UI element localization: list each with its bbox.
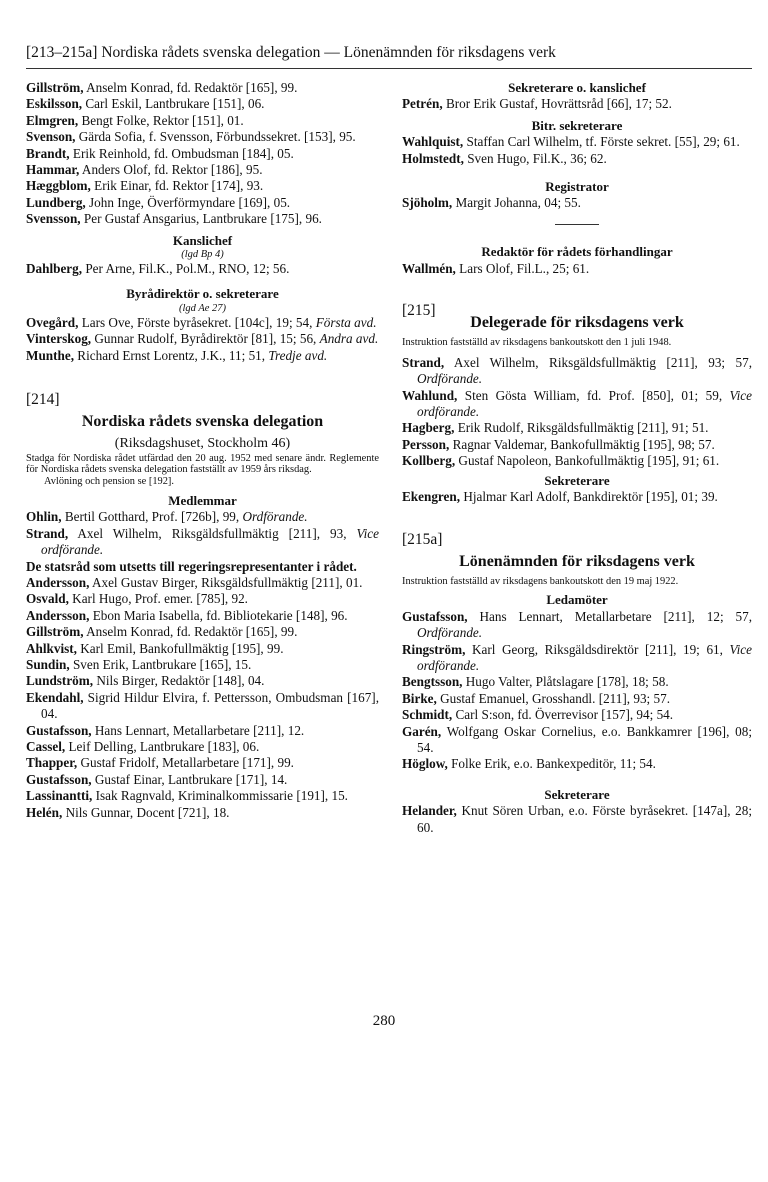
header-rule [26,68,752,69]
byradirektor-entries [26,315,379,364]
directory-entry: Kollberg, Gustaf Napoleon, Bankofullmäktig [195], 91; 61. [402,453,720,469]
medlemmar-heading: Medlemmar [168,492,237,508]
directory-entry: Lundberg, John Inge, Överförmyndare [169], 05. [26,194,291,210]
entry-sjoholm: Sjöholm, Margit Johanna, 04; 55. [402,195,581,211]
entry-dahlberg: Dahlberg, Per Arne, Fil.K., Pol.M., RNO, 12; 56. [26,261,290,277]
byradirektor-note: (lgd Ae 27) [178,302,227,314]
directory-entry: Ahlkvist, Karl Emil, Bankofullmäktig [195], 99. [26,640,284,656]
directory-entry: Höglow, Folke Erik, e.o. Bankexpeditör, 11; 54. [402,756,656,772]
directory-entry: Hæggblom, Erik Einar, fd. Rektor [174], 93. [26,178,264,194]
entry-helander: Helander, Knut Sören Urban, e.o. Förste byråsekret. [147a], 28; 60. [402,803,752,835]
section-215-instruktion: Instruktion fastställd av riksdagens bankoutskott den 1 juli 1948. [402,337,672,349]
section-214-title: Nordiska rådets svenska delegation [81,413,324,431]
kanslichef-note: (lgd Bp 4) [181,249,224,261]
directory-entry: Gustafsson, Hans Lennart, Metallarbetare [211], 12. [26,722,305,738]
ledamoter-entries [402,609,752,773]
entry-wallmen: Wallmén, Lars Olof, Fil.L., 25; 61. [402,260,590,276]
directory-entry: Hagberg, Erik Rudolf, Riksgäldsfullmäktig [211], 91; 51. [402,420,709,436]
directory-entry: Birke, Gustaf Emanuel, Grosshandl. [211], 93; 57. [402,690,670,706]
directory-entry: Andersson, Axel Gustav Birger, Riksgäldsfullmäktig [211], 01. [26,574,363,590]
entry-petren: Petrén, Bror Erik Gustaf, Hovrättsråd [66], 17; 52. [402,96,672,112]
directory-entry: Elmgren, Bengt Folke, Rektor [151], 01. [26,112,244,128]
section-214-avloning: Avlöning och pension se [192]. [44,476,174,488]
directory-entry: Svensson, Per Gustaf Ansgarius, Lantbrukare [175], 96. [26,211,322,227]
page-number: 280 [372,1013,396,1029]
directory-entry: De statsråd som utsetts till regeringsrepresentanter i rådet. [26,558,357,574]
divider [402,216,752,232]
bitr-entries [402,134,752,167]
directory-entry: Schmidt, Carl S:son, fd. Överrevisor [157], 94; 54. [402,707,674,723]
section-214-stadga: Stadga för Nordiska rådet utfärdad den 20 aug. 1952 med senare ändr. Reglemente för Nordiska rådets svenska delegation fastställt av 1959 års riksdag. [26,452,379,476]
right-column [402,80,752,836]
section-215-sekr-heading: Sekreterare [544,472,610,488]
section-215a-title: Lönenämnden för riksdagens verk [459,552,695,570]
directory-entry: Ohlin, Bertil Gotthard, Prof. [726b], 99, Ordförande. [26,509,308,525]
directory-entry: Persson, Ragnar Valdemar, Bankofullmäktig [195], 98; 57. [402,436,715,452]
directory-entry: Brandt, Erik Reinhold, fd. Ombudsman [184], 05. [26,145,294,161]
sekr-kanslichef-heading: Sekreterare o. kanslichef [508,80,646,95]
directory-entry: Strand, Axel Wilhelm, Riksgäldsfullmäktig [211], 93; 57, Ordförande. [402,354,752,387]
kanslichef-heading: Kanslichef [172,232,233,248]
directory-entry: Sundin, Sven Erik, Lantbrukare [165], 15. [26,656,252,672]
section-215-title: Delegerade för riksdagens verk [470,314,684,332]
directory-entry: Bengtsson, Hugo Valter, Plåtslagare [178], 18; 58. [402,674,669,690]
section-215a-sekr-heading: Sekreterare [544,786,610,802]
directory-entry: Gustafsson, Gustaf Einar, Lantbrukare [171], 14. [26,771,288,787]
directory-entry: Holmstedt, Sven Hugo, Fil.K., 36; 62. [402,150,607,166]
directory-entry: Lassinantti, Isak Ragnvald, Kriminalkommissarie [191], 15. [26,788,348,804]
section-215-number: [215] [402,302,436,320]
section-215a-instruktion: Instruktion fastställd av riksdagens bankoutskott den 19 maj 1922. [402,575,679,587]
directory-entry: Ekendahl, Sigrid Hildur Elvira, f. Pettersson, Ombudsman [167], 04. [26,689,379,722]
directory-entry: Eskilsson, Carl Eskil, Lantbrukare [151], 06. [26,96,265,112]
directory-entry: Gillström, Anselm Konrad, fd. Redaktör [165], 99. [26,80,298,95]
directory-entry: Gustafsson, Hans Lennart, Metallarbetare [211], 12; 57, Ordförande. [402,608,752,641]
directory-entry: Helén, Nils Gunnar, Docent [721], 18. [26,804,230,820]
entry-ekengren: Ekengren, Hjalmar Karl Adolf, Bankdirektör [195], 01; 39. [402,489,718,505]
section-214-address: (Riksdagshuset, Stockholm 46) [114,436,291,452]
directory-entry: Munthe, Richard Ernst Lorentz, J.K., 11; 51, Tredje avd. [26,347,328,363]
directory-entry: Garén, Wolfgang Oskar Cornelius, e.o. Bankkamrer [196], 08; 54. [402,723,752,755]
section-215a-number: [215a] [402,530,443,548]
bitr-heading: Bitr. sekreterare [531,117,623,133]
running-header: [213–215a] Nordiska rådets svenska delegation — Lönenämnden för riksdagens verk [26,44,556,61]
directory-entry: Vinterskog, Gunnar Rudolf, Byrådirektör [81], 15; 56, Andra avd. [26,331,379,347]
directory-entry: Ovegård, Lars Ove, Förste byråsekret. [104c], 19; 54, Första avd. [26,314,377,330]
left-column [26,80,379,821]
directory-entry: Gillström, Anselm Konrad, fd. Redaktör [165], 99. [26,624,298,640]
redaktor-heading: Redaktör för rådets förhandlingar [481,244,673,260]
directory-entry: Cassel, Leif Delling, Lantbrukare [183], 06. [26,738,260,754]
medlemmar-entries [26,509,379,821]
directory-entry: Svenson, Gärda Sofia, f. Svensson, Förbundssekret. [153], 95. [26,129,356,145]
directory-entry: Wahlund, Sten Gösta William, fd. Prof. [850], 01; 59, Vice ordförande. [402,387,752,420]
directory-entry: Lundström, Nils Birger, Redaktör [148], 04. [26,673,265,689]
byradirektor-heading: Byrådirektör o. sekreterare [126,286,279,302]
registrator-heading: Registrator [545,179,609,195]
directory-entry: Andersson, Ebon Maria Isabella, fd. Bibliotekarie [148], 96. [26,607,348,623]
directory-entry: Osvald, Karl Hugo, Prof. emer. [785], 92. [26,591,248,607]
top-entries [26,80,379,228]
section-215-entries [402,355,752,470]
directory-entry: Hammar, Anders Olof, fd. Rektor [186], 95. [26,162,263,178]
directory-entry: Ringström, Karl Georg, Riksgäldsdirektör [211], 19; 61, Vice ordförande. [402,641,752,673]
directory-entry: Wahlquist, Staffan Carl Wilhelm, tf. Förste sekret. [55], 29; 61. [402,134,740,150]
directory-entry: Strand, Axel Wilhelm, Riksgäldsfullmäktig [211], 93, Vice ordförande. [26,525,379,558]
section-214-number: [214] [26,391,60,409]
ledamoter-heading: Ledamöter [546,592,608,608]
directory-entry: Thapper, Gustaf Fridolf, Metallarbetare [171], 99. [26,755,294,771]
